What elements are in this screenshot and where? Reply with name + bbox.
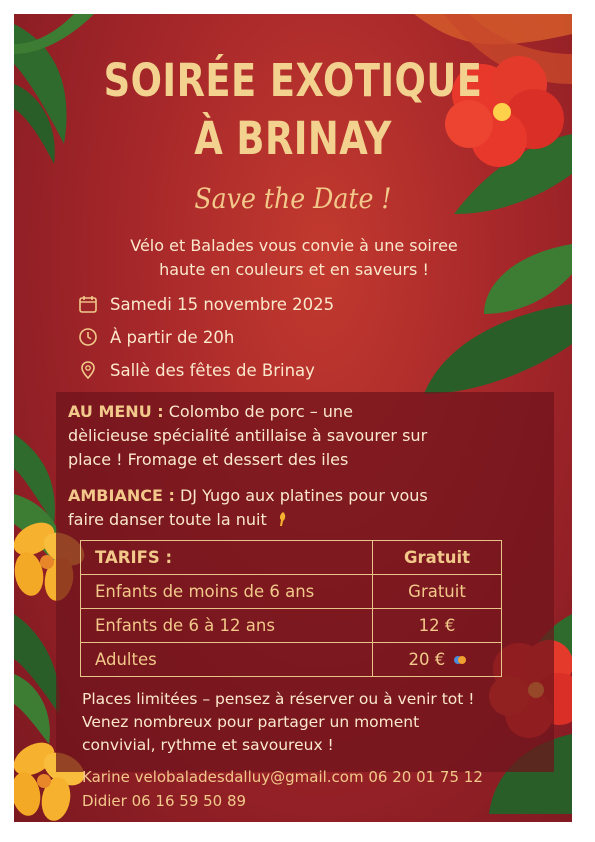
contact-didier: Didier 06 16 59 50 89 xyxy=(82,792,247,810)
table-row xyxy=(81,609,502,643)
booking-note xyxy=(82,688,552,757)
palm-leaf-bottom-left-icon xyxy=(14,614,60,744)
calendar-icon xyxy=(78,294,98,314)
note-line: Places limitées – pensez à réserver ou à venir tot ! xyxy=(82,690,475,708)
price-category: Enfants de 6 à 12 ans xyxy=(81,609,373,643)
table-row xyxy=(81,575,502,609)
date-text: Samedi 15 novembre 2025 xyxy=(110,294,335,314)
ambiance-text: faire danser toute la nuit xyxy=(68,510,267,529)
intro-line: Vélo et Balades vous convie à une soiree xyxy=(130,236,458,255)
save-the-date-subtitle: Save the Date ! xyxy=(194,182,392,215)
ambiance-label: AMBIANCE : xyxy=(68,486,175,505)
price-value: 20 € xyxy=(408,650,446,669)
ambiance-section xyxy=(68,484,548,532)
note-line: Venez nombreux pour partager un moment xyxy=(82,713,420,731)
price-value: 12 € xyxy=(373,609,502,643)
price-value-cell xyxy=(373,643,502,677)
price-category: Enfants de moins de 6 ans xyxy=(81,575,373,609)
clock-icon xyxy=(78,327,98,347)
price-category: Adultes xyxy=(81,643,373,677)
menu-label: AU MENU : xyxy=(68,402,164,421)
intro-line: haute en couleurs et en saveurs ! xyxy=(159,260,429,279)
event-title-line1: SOIRÉE EXOTIQUE xyxy=(103,54,483,107)
dancing-emoji-icon xyxy=(278,511,288,527)
menu-text: Colombo de porc – une xyxy=(163,402,353,421)
location-pin-icon xyxy=(78,360,98,380)
price-table xyxy=(80,540,502,677)
ambiance-text: DJ Yugo aux platines pour vous xyxy=(174,486,428,505)
contact-karine: Karine velobaladesdalluy@gmail.com 06 20 01 75 12 xyxy=(82,768,483,786)
price-value: Gratuit xyxy=(373,541,502,575)
time-text: À partir de 20h xyxy=(110,327,235,347)
table-row xyxy=(81,541,502,575)
note-line: convivial, rythme et savoureux ! xyxy=(82,736,334,754)
menu-section xyxy=(68,400,548,472)
time-info xyxy=(78,327,234,347)
menu-text: dèlicieuse spécialité antillaise à savourer sur xyxy=(68,426,428,445)
event-flyer xyxy=(14,14,572,822)
place-info xyxy=(78,360,315,380)
price-value: Gratuit xyxy=(373,575,502,609)
date-info xyxy=(78,294,334,314)
euro-coins-icon xyxy=(454,654,466,666)
menu-text: place ! Fromage et dessert des iles xyxy=(68,450,349,469)
table-row xyxy=(81,643,502,677)
event-title-line2: À BRINAY xyxy=(194,112,392,165)
intro-text xyxy=(54,234,534,282)
price-category: TARIFS : xyxy=(81,541,373,575)
place-text: Sallè des fêtes de Brinay xyxy=(110,360,315,380)
